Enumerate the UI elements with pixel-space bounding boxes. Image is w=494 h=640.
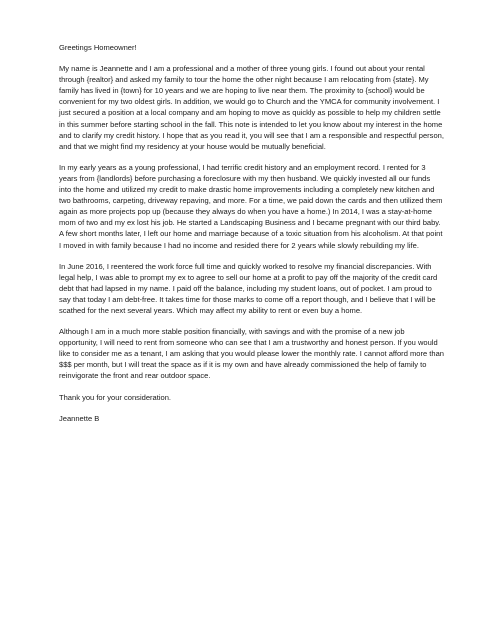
letter-paragraph-intro: My name is Jeannette and I am a professional and a mother of three young girls. I found out about your rental through {realtor} and asked my family to tour the home the other night because I am relocating from {state}. My family has lived in {town} for 10 years and we are hoping to live near them. The proximity to {school} would be convenient for my two oldest girls. In addition, we would go to Church and the YMCA for community involvement. I just secured a position at a local company and am hoping to move as quickly as possible to help my children settle in this summer before starting school in the fall. This note is intended to let you know about my interest in the home and to clarify my credit history. I hope that as you read it, you will see that I am a responsible and respectful person, and that we might find my residency at your house would be mutually beneficial.	[59, 64, 444, 151]
letter-signature: Jeannette B	[59, 413, 100, 423]
letter-paragraph-request: Although I am in a much more stable position financially, with savings and with the promise of a new job opportunity, I will need to rent from someone who can see that I am a trustworthy and honest person. If you would like to consider me as a tenant, I am asking that you would please lower the monthly rate. I cannot afford more than $$$ per month, but I will treat the space as if it is my own and have already commissioned the help of family to reinvigorate the front and rear outdoor space.	[59, 327, 444, 381]
letter-greeting: Greetings Homeowner!	[59, 43, 137, 52]
letter-closing: Thank you for your consideration.	[59, 392, 172, 402]
letter-page	[59, 42, 444, 424]
letter-paragraph-credit-history: In my early years as a young professional, I had terrific credit history and an employment record. I rented for 3 years from {landlords} before purchasing a foreclosure with my then husband. We quickly invested all our funds into the home and utilized my credit to make drastic home improvements including a completely new kitchen and two bathrooms, carpeting, driveway repaving, and more. For a time, we paid down the cards and then utilized them again as more projects pop up (because they always do when you have a home.) In 2014, I was a stay-at-home mom of two and my ex lost his job. He started a Landscaping Business and I became pregnant with our third baby. A few short months later, I left our home and marriage because of a toxic situation from his alcoholism. At that point I moved in with family because I had no income and resided there for 2 years while slowly rebuilding my life.	[59, 162, 443, 250]
letter-paragraph-debt-resolution: In June 2016, I reentered the work force full time and quickly worked to resolve my financial discrepancies. With legal help, I was able to prompt my ex to agree to sell our home at a profit to pay off the majority of the credit card debt that had lapsed in my name. I paid off the balance, including my student loans, out of pocket. I am proud to say that today I am debt-free. It takes time for those marks to come off a report though, and I believe that I will be scathed for the next several years. Which may affect my ability to rent or even buy a home.	[59, 261, 438, 315]
